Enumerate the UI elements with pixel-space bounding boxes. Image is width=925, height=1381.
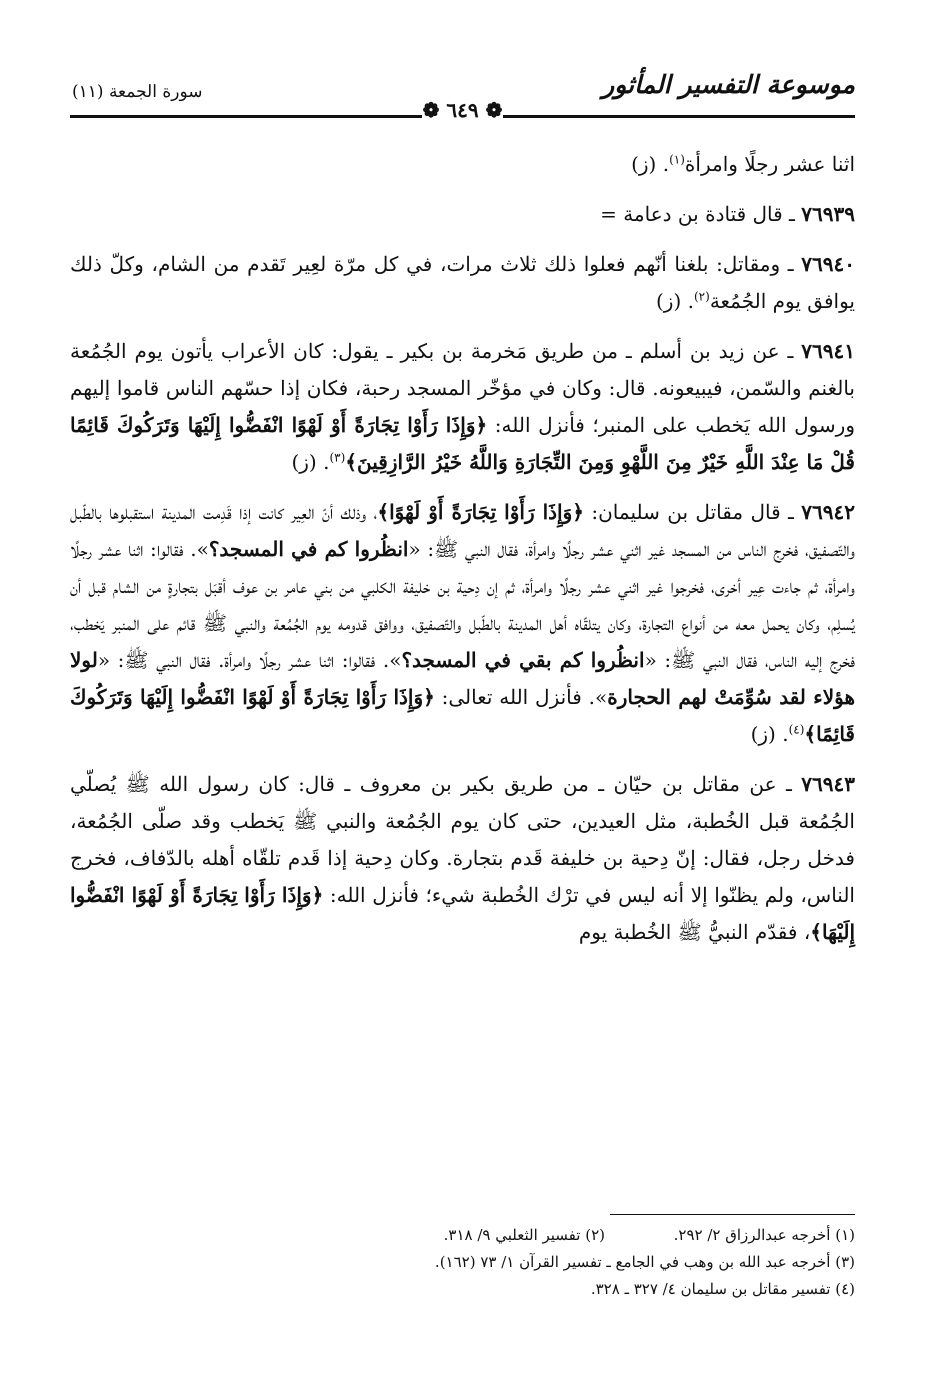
text-run: . (ز) [631, 152, 670, 176]
quran-verse: ﴿وَإِذَا رَأَوْا تِجَارَةً أَوْ لَهْوًا انْفَضُّوا إِلَيْهَا﴾ [70, 883, 855, 944]
paragraph [70, 196, 855, 233]
text-run: ». فقالوا: اثنا عشر رجلًا وامرأة. فقال النبي ﷺ: « [97, 648, 402, 672]
text-run: ، وذلك أنّ العِير كانت إذا قَدِمت المدينة استقبلوها بالطّبل والتّصفيق، فخرج الناس من المسجد غير اثني عشر رجلًا وامرأة، فقال النبي ﷺ: « [70, 500, 855, 561]
page-number-value: ٦٤٩ [446, 98, 479, 122]
paragraph [70, 494, 855, 753]
hadith-quote: انظُروا كم في المسجد؟ [208, 537, 409, 561]
footnote-ref: (٢) [693, 289, 710, 304]
athar-number: ٧٦٩٤١ [801, 339, 855, 363]
text-run: ـ عن زيد بن أسلم ـ من طريق مَخرمة بن بكير ـ يقول: كان الأعراب يأتون يوم الجُمُعة بالغنم والسّمن، فيبيعونه. قال: وكان في مؤخّر المسجد رحبة، فكان إذا حسّهم الناس قاموا إليهم ورسول الله يَخطب على المنبر؛ فأنزل الله: [70, 339, 856, 437]
rule-right [503, 115, 855, 118]
footnote-row [70, 1222, 855, 1249]
text-run: ـ عن مقاتل بن حيّان ـ من طريق بكير بن معروف ـ قال: كان رسول الله ﷺ يُصلّي الجُمُعة قبل الخُطبة، مثل العيدين، حتى كان يوم الجُمُعة والنبي ﷺ يَخطب وقد صلّى الجُمُعة، فدخل رجل، فقال: إنّ دِحية بن خليفة قَدم بتجارة. وكان دِحية إذا قَدم تلقّاه أهله بالدّفاف، فخرج الناس، ولم يظنّوا إلا أنه ليس في ترْك الخُطبة شيء؛ فأنزل الله: [70, 772, 855, 907]
paragraph [70, 766, 855, 951]
footnote-ref: (٤) [788, 722, 805, 737]
hadith-quote: لولا هؤلاء لقد سُوِّمَتْ لهم الحجارة [70, 648, 855, 709]
text-run: . (ز) [291, 450, 330, 474]
page-number: ❁ ٦٤٩ ❁ [422, 98, 503, 122]
main-text [70, 146, 855, 964]
footnote-1: (١) أخرجه عبدالرزاق ٢/ ٢٩٢. [673, 1226, 855, 1244]
text-run: ». فأنزل الله تعالى: [434, 685, 608, 709]
text-run: . (ز) [750, 722, 789, 746]
quran-verse: ﴿وَإِذَا رَأَوْا تِجَارَةً أَوْ لَهْوًا انْفَضُّوا إِلَيْهَا وَتَرَكُوكَ قَائِمًا﴾ [70, 685, 855, 746]
text-run: ، فقدّم النبيُّ ﷺ الخُطبة يوم [578, 920, 811, 944]
text-run: ـ قال مقاتل بن سليمان: [583, 500, 802, 524]
text-run: اثنا عشر رجلًا وامرأة [684, 152, 855, 176]
header-rule [70, 98, 855, 122]
hadith-quote: انظُروا كم بقي في المسجد؟ [401, 648, 645, 672]
athar-number: ٧٦٩٤٠ [801, 252, 855, 276]
rule-left [70, 115, 422, 118]
text-run: ـ قال قتادة بن دعامة = [600, 202, 802, 226]
footnote-4: (٤) تفسير مقاتل بن سليمان ٤/ ٣٢٧ ـ ٣٢٨. [590, 1280, 855, 1298]
page-header [70, 66, 855, 122]
footnote-3: (٣) أخرجه عبد الله بن وهب في الجامع ـ تفسير القرآن ١/ ٧٣ (١٦٢). [434, 1253, 855, 1271]
surah-label: سورة الجمعة (١١) [72, 82, 203, 102]
text-run: . (ز) [656, 289, 694, 313]
footnotes [70, 1222, 855, 1303]
footnote-ref: (١) [669, 152, 685, 167]
footnote-ref: (٣) [329, 450, 346, 465]
paragraph [70, 146, 855, 183]
book-title: موسوعة التفسير المأثور [602, 70, 855, 99]
quran-verse: ﴿وَإِذَا رَأَوْا تِجَارَةً أَوْ لَهْوًا انْفَضُّوا إِلَيْهَا وَتَرَكُوكَ قَائِمًا قُلْ مَا عِنْدَ اللَّهِ خَيْرٌ مِنَ اللَّهْوِ وَمِنَ التِّجَارَةِ وَاللَّهُ خَيْرُ الرَّازِقِينَ﴾ [70, 413, 855, 474]
paragraph [70, 333, 855, 481]
text-run: ». فقالوا: اثنا عشر رجلًا وامرأة، ثم جاءت عِير أخرى، فخرجوا غير اثني عشر رجلًا وامرأة، ثم إن دِحية بن خليفة الكلبي من بني عامر بن عوف أقبَل بتجارةٍ من الشام قبل أن يُسلِم، وكان يحمل معه من أنواع التجارة، وكان يتلقّاه أهل المدينة بالطّبل والتّصفيق، ووافق قدومه يوم الجُمُعة والنبي ﷺ قائم على المنبر يَخطب، فخرج إليه الناس، فقال النبي ﷺ: « [70, 537, 856, 672]
athar-number: ٧٦٩٣٩ [801, 202, 855, 226]
text-run: ـ ومقاتل: بلغنا أنّهم فعلوا ذلك ثلاث مرات، في كل مرّة لعِير تَقدم من الشام، وكلّ ذلك يوافق يوم الجُمُعة [70, 252, 855, 313]
paragraph [70, 246, 855, 320]
footnote-separator [610, 1214, 855, 1215]
athar-number: ٧٦٩٤٢ [801, 500, 855, 524]
quran-verse: ﴿وَإِذَا رَأَوْا تِجَارَةً أَوْ لَهْوًا﴾ [377, 500, 584, 524]
athar-number: ٧٦٩٤٣ [801, 772, 855, 796]
footnote-2: (٢) تفسير الثعلبي ٩/ ٣١٨. [443, 1226, 605, 1244]
